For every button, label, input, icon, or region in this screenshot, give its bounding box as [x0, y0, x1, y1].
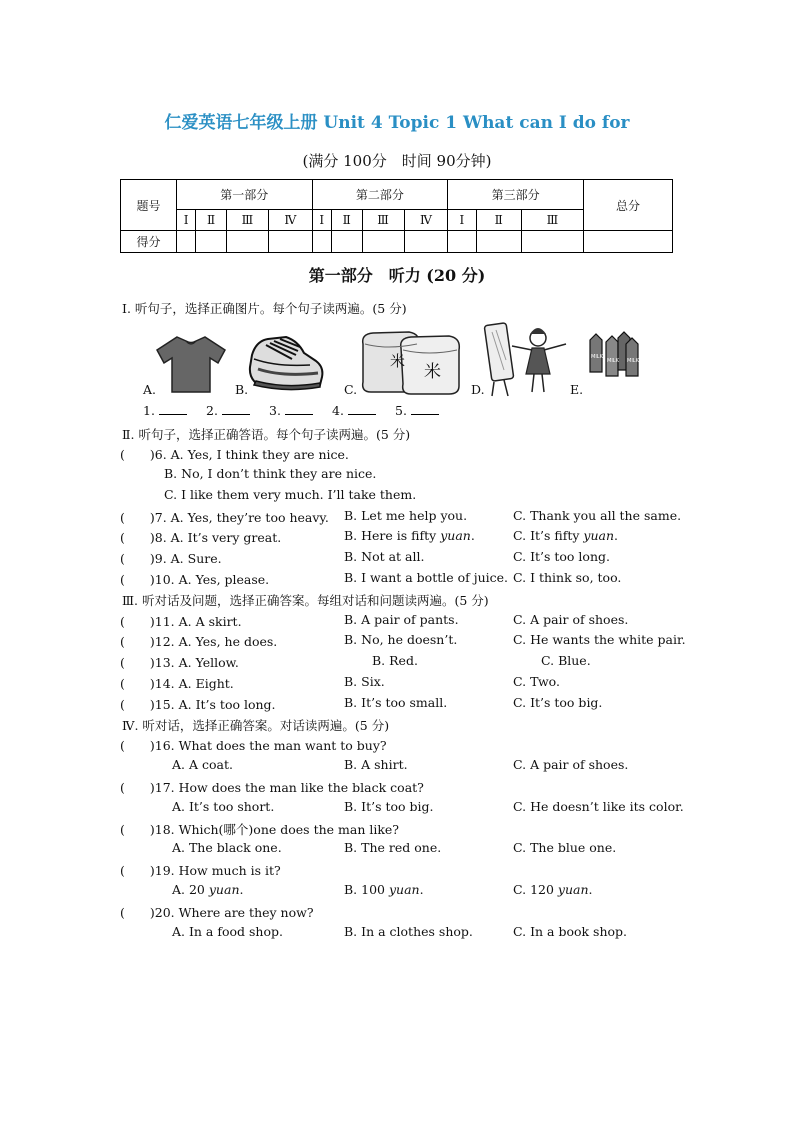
question-10-option-b: B. I want a bottle of juice.: [344, 570, 509, 585]
score-time-subtitle: (满分 100分 时间 90分钟): [302, 152, 492, 170]
question-9-option-b: B. Not at all.: [344, 549, 425, 564]
question-16-option-a: A. A coat.: [172, 757, 233, 772]
question-15: ( )15. A. It’s too long.: [120, 697, 276, 712]
part2-col: Ⅲ: [362, 210, 404, 231]
question-17-option-c: C. He doesn’t like its color.: [513, 799, 684, 814]
section-3-heading: Ⅲ. 听对话及问题，选择正确答案。每组对话和问题读两遍。(5 分): [122, 593, 489, 608]
part2-col: Ⅳ: [404, 210, 448, 231]
score-cell[interactable]: [312, 231, 331, 253]
question-11: ( )11. A. A skirt.: [120, 614, 242, 629]
question-19-option-b: B. 100 yuan.: [344, 882, 424, 897]
question-18-option-a: A. The black one.: [172, 840, 282, 855]
score-cell[interactable]: [196, 231, 227, 253]
part1-col: Ⅱ: [196, 210, 227, 231]
part1-col: Ⅲ: [226, 210, 268, 231]
question-7: ( )7. A. Yes, they’re too heavy.: [120, 510, 329, 525]
part1-col: Ⅳ: [269, 210, 313, 231]
question-17-option-b: B. It’s too big.: [344, 799, 434, 814]
milk-label: MILK: [607, 358, 619, 364]
question-12-option-c: C. He wants the white pair.: [513, 632, 686, 647]
question-16-option-c: C. A pair of shoes.: [513, 757, 629, 772]
answer-blank-3[interactable]: 3.: [269, 403, 313, 418]
section-1-heading: Ⅰ. 听句子，选择正确图片。每个句子读两遍。(5 分): [122, 301, 407, 316]
question-18: ( )18. Which(哪个)one does the man like?: [120, 822, 400, 837]
score-table: [120, 179, 673, 253]
question-9-option-c: C. It’s too long.: [513, 549, 610, 564]
question-20-option-b: B. In a clothes shop.: [344, 924, 473, 939]
question-15-option-b: B. It’s too small.: [344, 695, 448, 710]
question-14-option-c: C. Two.: [513, 674, 560, 689]
total-score-cell[interactable]: [584, 231, 673, 253]
question-13-option-c: C. Blue.: [541, 653, 591, 668]
question-14-option-b: B. Six.: [344, 674, 385, 689]
milk-label: MILK: [627, 358, 639, 364]
question-9: ( )9. A. Sure.: [120, 551, 222, 566]
answer-blank-2[interactable]: 2.: [206, 403, 250, 418]
question-17-option-a: A. It’s too short.: [172, 799, 275, 814]
question-15-option-c: C. It’s too big.: [513, 695, 603, 710]
score-cell[interactable]: [331, 231, 362, 253]
part1-header: 第一部分: [177, 180, 313, 210]
answer-blank-4[interactable]: 4.: [332, 403, 376, 418]
question-14: ( )14. A. Eight.: [120, 676, 234, 691]
score-cell[interactable]: [521, 231, 583, 253]
question-20-option-a: A. In a food shop.: [172, 924, 283, 939]
question-20-option-c: C. In a book shop.: [513, 924, 628, 939]
question-12: ( )12. A. Yes, he does.: [120, 634, 278, 649]
row-label-score: 得分: [121, 231, 177, 253]
question-6-option-b: B. No, I don’t think they are nice.: [164, 466, 377, 481]
question-18-option-c: C. The blue one.: [513, 840, 617, 855]
question-7-option-c: C. Thank you all the same.: [513, 508, 682, 523]
answer-blank-1[interactable]: 1.: [143, 403, 187, 418]
picture-label-a: A.: [143, 382, 157, 397]
question-10: ( )10. A. Yes, please.: [120, 572, 270, 587]
score-cell[interactable]: [404, 231, 448, 253]
answer-blank-5[interactable]: 5.: [395, 403, 439, 418]
part1-col: Ⅰ: [177, 210, 196, 231]
question-8: ( )8. A. It’s very great.: [120, 530, 282, 545]
question-16: ( )16. What does the man want to buy?: [120, 738, 387, 753]
part2-col: Ⅰ: [312, 210, 331, 231]
part3-col: Ⅱ: [476, 210, 521, 231]
question-19-option-a: A. 20 yuan.: [172, 882, 244, 897]
question-20: ( )20. Where are they now?: [120, 905, 314, 920]
score-cell[interactable]: [226, 231, 268, 253]
score-cell[interactable]: [448, 231, 476, 253]
question-11-option-c: C. A pair of shoes.: [513, 612, 629, 627]
sneakers-icon: [246, 333, 326, 393]
question-6: ( )6. A. Yes, I think they are nice.: [120, 447, 349, 462]
rice-char-left: 米: [390, 352, 406, 370]
part3-header: 第三部分: [448, 180, 584, 210]
question-10-option-c: C. I think so, too.: [513, 570, 622, 585]
t-shirt-icon: [155, 334, 227, 394]
question-19: ( )19. How much is it?: [120, 863, 281, 878]
question-13-option-b: B. Red.: [372, 653, 418, 668]
section-2-heading: Ⅱ. 听句子，选择正确答语。每个句子读两遍。(5 分): [122, 427, 411, 442]
question-6-option-c: C. I like them very much. I’ll take them.: [164, 487, 417, 502]
question-12-option-b: B. No, he doesn’t.: [344, 632, 458, 647]
question-17: ( )17. How does the man like the black coat?: [120, 780, 424, 795]
part3-col: Ⅰ: [448, 210, 476, 231]
milk-label: MILK: [591, 354, 603, 360]
question-18-option-b: B. The red one.: [344, 840, 442, 855]
picture-label-e: E.: [570, 382, 584, 397]
row-label-number: 题号: [121, 180, 177, 231]
girl-mirror-icon: [482, 320, 570, 398]
document-title: 仁爱英语七年级上册 Unit 4 Topic 1 What can I do for: [164, 113, 630, 133]
score-cell[interactable]: [362, 231, 404, 253]
picture-label-c: C.: [344, 382, 358, 397]
part2-header: 第二部分: [312, 180, 448, 210]
question-8-option-b: B. Here is fifty yuan.: [344, 528, 475, 543]
rice-char-right: 米: [424, 362, 441, 382]
score-cell[interactable]: [177, 231, 196, 253]
section-4-heading: Ⅳ. 听对话，选择正确答案。对话读两遍。(5 分): [122, 718, 390, 733]
question-19-option-c: C. 120 yuan.: [513, 882, 593, 897]
question-7-option-b: B. Let me help you.: [344, 508, 468, 523]
milk-cartons-icon: [586, 328, 642, 380]
question-8-option-c: C. It’s fifty yuan.: [513, 528, 619, 543]
score-cell[interactable]: [269, 231, 313, 253]
part2-col: Ⅱ: [331, 210, 362, 231]
part3-col: Ⅲ: [521, 210, 583, 231]
question-11-option-b: B. A pair of pants.: [344, 612, 459, 627]
part1-heading: 第一部分 听力 (20 分): [308, 266, 486, 285]
rice-bags-icon: [357, 328, 467, 396]
question-16-option-b: B. A shirt.: [344, 757, 408, 772]
question-13: ( )13. A. Yellow.: [120, 655, 239, 670]
picture-label-b: B.: [235, 382, 249, 397]
total-header: 总分: [584, 180, 673, 231]
picture-label-d: D.: [471, 382, 485, 397]
score-cell[interactable]: [476, 231, 521, 253]
